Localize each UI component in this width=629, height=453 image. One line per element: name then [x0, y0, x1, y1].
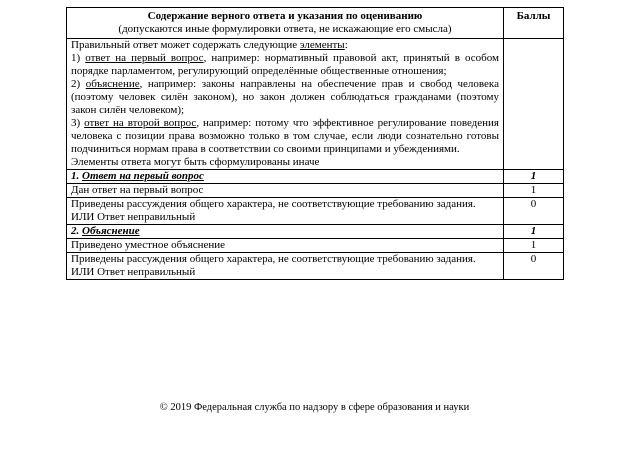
- section-2-heading-row: [67, 225, 564, 239]
- criteria-header-subtitle: (допускаются иные формулировки ответа, не искажающие его смысла): [118, 23, 452, 35]
- section-1-max-score: 1: [504, 170, 564, 184]
- section-2-criterion-0: Приведены рассуждения общего характера, не соответствующие требованию задания. ИЛИ Ответ неправильный: [67, 253, 504, 280]
- assessment-criteria-table: [66, 7, 564, 280]
- answer-closing: Элементы ответа могут быть сформулированы иначе: [71, 156, 320, 168]
- answer-item-2: 2) объяснение, например: законы направлены на обеспечение прав и свобод человека (поэтому человек силён законом), но закон должен соблюдаться гражданами (поэтому закон силён человеком);: [71, 78, 499, 116]
- section-2-label: 2. Объяснение: [67, 225, 504, 239]
- section-1-criterion-0: Приведены рассуждения общего характера, не соответствующие требованию задания. ИЛИ Ответ неправильный: [67, 198, 504, 225]
- table-row: [67, 239, 564, 253]
- answer-intro: Правильный ответ может содержать следующие элементы:: [71, 39, 348, 51]
- table-row: [67, 184, 564, 198]
- section-1-label: 1. Ответ на первый вопрос: [67, 170, 504, 184]
- answer-item-3: 3) ответ на второй вопрос, например: потому что эффективное регулирование поведения человека с позиции права возможно только в том случае, если люди сознательно готовы подчиниться нормам права в соответствии со своими принципами и убеждениями.: [71, 117, 499, 155]
- copyright-footer: © 2019 Федеральная служба по надзору в сфере образования и науки: [159, 402, 470, 413]
- points-header: Баллы: [504, 8, 564, 39]
- table-row: [67, 198, 564, 225]
- section-2-max-score: 1: [504, 225, 564, 239]
- criteria-header: [67, 8, 504, 39]
- section-1-criterion-1-score: 1: [504, 184, 564, 198]
- answer-content-row: [67, 39, 564, 170]
- answer-points-cell: [504, 39, 564, 170]
- answer-item-1: 1) ответ на первый вопрос, например: нормативный правовой акт, принятый в особом порядке парламентом, регулирующий определённые общественные отношения;: [71, 52, 500, 77]
- section-2-criterion-1: Приведено уместное объяснение: [67, 239, 504, 253]
- table-row: [67, 253, 564, 280]
- section-1-criterion-1: Дан ответ на первый вопрос: [67, 184, 504, 198]
- section-1-heading-row: [67, 170, 564, 184]
- criteria-header-title: Содержание верного ответа и указания по оцениванию: [147, 10, 423, 22]
- table-header-row: [67, 8, 564, 39]
- section-1-criterion-0-score: 0: [504, 198, 564, 225]
- answer-content-cell: [67, 39, 504, 170]
- section-2-criterion-0-score: 0: [504, 253, 564, 280]
- section-2-criterion-1-score: 1: [504, 239, 564, 253]
